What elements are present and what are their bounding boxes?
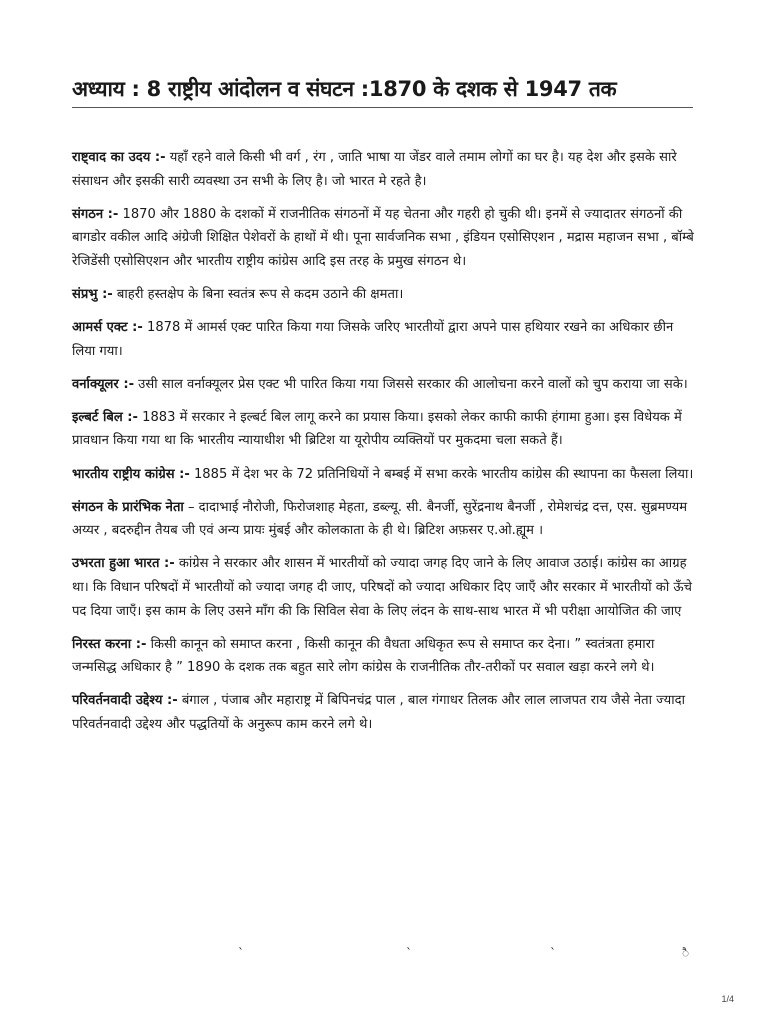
cut-text-fragment: ै: [682, 946, 690, 960]
paragraph-term: संगठन के प्रारंभिक नेता: [72, 499, 184, 515]
paragraph: [72, 496, 694, 543]
document-body: [72, 146, 694, 746]
paragraph: [72, 689, 694, 736]
paragraph-text: – दादाभाई नौरोजी, फिरोजशाह मेहता, डब्ल्यू. सी. बैनर्जी, सुरेंद्रनाथ बैनर्जी , रोमेशचंद्र दत्त, एस. सुब्रमण्यम अय्यर , बदरुद्दीन तैयब जी एवं अन्य प्रायः मुंबई और कोलकाता के ही थे। ब्रिटिश अफ़सर ए.ओ.ह्यूम ।: [72, 499, 688, 539]
cut-text-fragment: `: [406, 946, 412, 960]
paragraph-term: इल्बर्ट बिल :-: [72, 409, 138, 425]
paragraph-text: 1883 में सरकार ने इल्बर्ट बिल लागू करने का प्रयास किया। इसको लेकर काफी काफी हंगामा हुआ। इस विधेयक में प्रावधान किया गया था कि भारतीय न्यायाधीश भी ब्रिटिश या यूरोपीय व्यक्तियों पर मुकदमा चला सकते हैं।: [72, 409, 682, 449]
page-title: अध्याय : 8 राष्ट्रीय आंदोलन व संघटन :1870 के दशक से 1947 तक: [72, 77, 617, 101]
paragraph: [72, 463, 694, 487]
paragraph: [72, 406, 694, 453]
paragraph-term: भारतीय राष्ट्रीय कांग्रेस :-: [72, 466, 190, 482]
paragraph-text: 1878 में आमर्स एक्ट पारित किया गया जिसके जरिए भारतीयों द्वारा अपने पास हथियार रखने का अधिकार छीन लिया गया।: [72, 320, 674, 359]
paragraph: [72, 373, 694, 397]
paragraph-term: आमर्स एक्ट :-: [72, 320, 143, 336]
paragraph: [72, 552, 694, 623]
paragraph-term: संप्रभु :-: [72, 286, 113, 302]
paragraph-term: परिवर्तनवादी उद्देश्य :-: [72, 693, 178, 709]
page-break-fragment: [72, 946, 694, 960]
paragraph-term: उभरता हुआ भारत :-: [72, 556, 175, 572]
paragraph: [72, 316, 694, 363]
paragraph-text: बाहरी हस्तक्षेप के बिना स्वतंत्र रूप से कदम उठाने की क्षमता।: [112, 286, 404, 302]
paragraph-term: वर्नाक्यूलर :-: [72, 376, 134, 392]
paragraph-text: किसी कानून को समाप्त करना , किसी कानून की वैधता अधिकृत रूप से समाप्त कर देना। ” स्वतंत्रता हमारा जन्मसिद्ध अधिकार है ” 1890 के दशक तक बहुत सारे लोग कांग्रेस के राजनीतिक तौर-तरीकों पर सवाल खड़ा करने लगे थे।: [72, 636, 655, 676]
title-underline: [72, 107, 693, 108]
cut-text-fragment: `: [550, 946, 556, 960]
paragraph-text: उसी साल वर्नाक्यूलर प्रेस एक्ट भी पारित किया गया जिससे सरकार की आलोचना करने वालों को चुप कराया जा सके।: [134, 376, 688, 392]
paragraph-term: निरस्त करना :-: [72, 636, 147, 652]
paragraph: [72, 203, 694, 274]
paragraph-text: यहाँ रहने वाले किसी भी वर्ग , रंग , जाति भाषा या जेंडर वाले तमाम लोगों का घर है। यह देश और इसके सारे संसाधन और इसकी सारी व्यवस्था उन सभी के लिए है। जो भारत मे रहते है।: [72, 150, 677, 189]
paragraph: [72, 146, 694, 193]
paragraph: [72, 283, 694, 307]
paragraph: [72, 633, 694, 680]
paragraph-term: राष्ट्वाद का उदय :-: [72, 150, 166, 165]
page-number: 1/4: [721, 994, 734, 1004]
paragraph-text: कांग्रेस ने सरकार और शासन में भारतीयों को ज्यादा जगह दिए जाने के लिए आवाज उठाई। कांग्रेस का आग्रह था। कि विधान परिषदों में भारतीयों को ज्यादा जगह दी जाए, परिषदों को ज्यादा अधिकार दिए जाएँ और सरकार में भारतीयों को ऊँचे पद दिया जाएँ। इस काम के लिए उसने माँग की कि सिविल सेवा के लिए लंदन के साथ-साथ भारत में भी परीक्षा आयोजित की जाए: [72, 556, 692, 619]
cut-text-fragment: `: [238, 946, 244, 960]
paragraph-term: संगठन :-: [72, 206, 119, 222]
paragraph-text: 1870 और 1880 के दशकों में राजनीतिक संगठनों में यह चेतना और गहरी हो चुकी थी। इनमें से ज्यादातर संगठनों की बागडोर वकील आदि अंग्रेजी शिक्षित पेशेवरों के हाथों में थी। पूना सार्वजनिक सभा , इंडियन एसोसिएशन , मद्रास महाजन सभा , बॉम्बे रेजिडेंसी एसोसिएशन और भारतीय राष्ट्रीय कांग्रेस आदि इस तरह के प्रमुख संगठन थे।: [72, 206, 694, 269]
paragraph-text: बंगाल , पंजाब और महाराष्ट्र में बिपिनचंद्र पाल , बाल गंगाधर तिलक और लाल लाजपत राय जैसे नेता ज्यादा परिवर्तनवादी उद्देश्य और पद्धतियों के अनुरूप काम करने लगे थे।: [72, 693, 686, 732]
paragraph-text: 1885 में देश भर के 72 प्रतिनिधियों ने बम्बई में सभा करके भारतीय कांग्रेस की स्थापना का फैसला लिया।: [189, 466, 694, 482]
